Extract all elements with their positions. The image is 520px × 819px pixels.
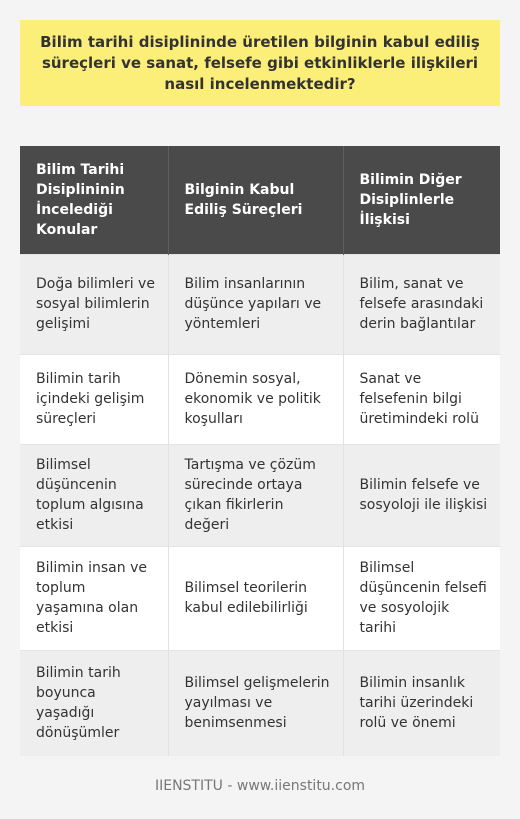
table-cell: Bilimsel teorilerin kabul edilebilirliği (168, 546, 343, 650)
column-header-acceptance: Bilginin Kabul Ediliş Süreçleri (168, 146, 343, 254)
table-cell: Bilimsel düşüncenin felsefi ve sosyolojik tarihi (343, 546, 500, 650)
comparison-table (20, 146, 500, 756)
table-row (20, 354, 500, 444)
table-cell: Bilim insanlarının düşünce yapıları ve yöntemleri (168, 254, 343, 354)
table-cell: Dönemin sosyal, ekonomik ve politik koşulları (168, 354, 343, 444)
table-cell: Bilimin tarih boyunca yaşadığı dönüşümler (20, 650, 168, 756)
table-cell: Bilimsel gelişmelerin yayılması ve benimsenmesi (168, 650, 343, 756)
table-cell: Doğa bilimleri ve sosyal bilimlerin gelişimi (20, 254, 168, 354)
table-cell: Bilim, sanat ve felsefe arasındaki derin bağlantılar (343, 254, 500, 354)
table-cell: Tartışma ve çözüm sürecinde ortaya çıkan fikirlerin değeri (168, 444, 343, 546)
table-row (20, 650, 500, 756)
table-cell: Bilimsel düşüncenin toplum algısına etkisi (20, 444, 168, 546)
table-header-row (20, 146, 500, 254)
table-cell: Bilimin insanlık tarihi üzerindeki rolü ve önemi (343, 650, 500, 756)
table-cell: Bilimin tarih içindeki gelişim süreçleri (20, 354, 168, 444)
table-cell: Sanat ve felsefenin bilgi üretimindeki rolü (343, 354, 500, 444)
page-title: Bilim tarihi disiplininde üretilen bilginin kabul ediliş süreçleri ve sanat, felsefe gibi etkinliklerle ilişkileri nasıl incelenmektedir? (40, 32, 480, 93)
table-row (20, 254, 500, 354)
table-row (20, 444, 500, 546)
column-header-relations: Bilimin Diğer Disiplinlerle İlişkisi (343, 146, 500, 254)
question-banner (20, 20, 500, 106)
table-cell: Bilimin insan ve toplum yaşamına olan etkisi (20, 546, 168, 650)
table-cell: Bilimin felsefe ve sosyoloji ile ilişkisi (343, 444, 500, 546)
column-header-topics: Bilim Tarihi Disiplininin İncelediği Konular (20, 146, 168, 254)
footer-credit: IIENSTITU - www.iienstitu.com (154, 778, 366, 794)
table-row (20, 546, 500, 650)
